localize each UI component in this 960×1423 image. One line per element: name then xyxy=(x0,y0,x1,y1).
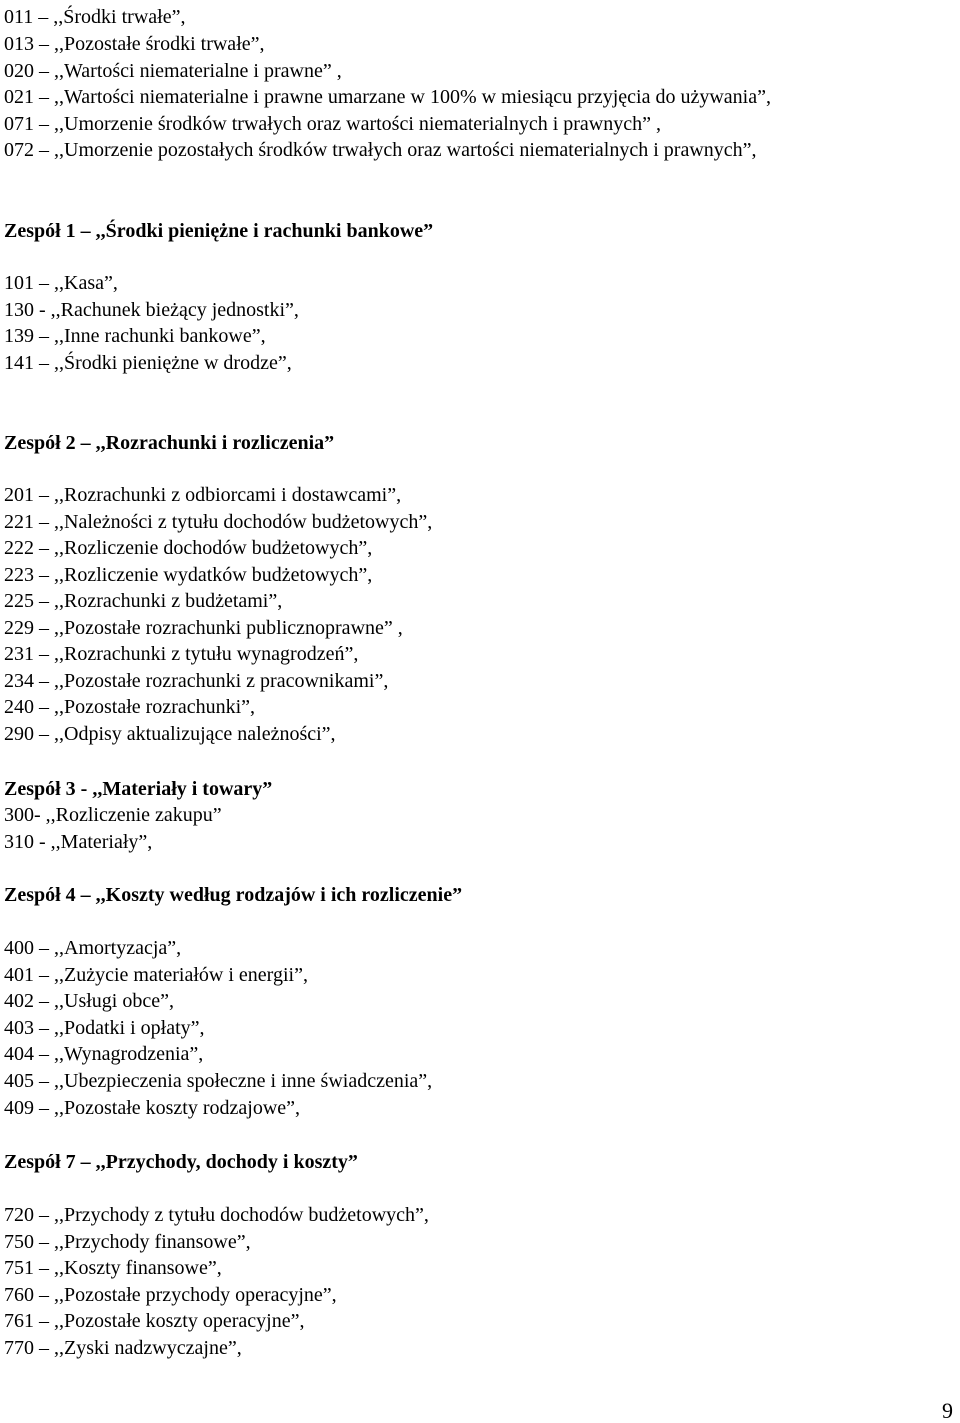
account-line: 770 – ,,Zyski nadzwyczajne”, xyxy=(4,1337,242,1359)
account-line: 403 – ,,Podatki i opłaty”, xyxy=(4,1017,205,1039)
account-line: 234 – ,,Pozostałe rozrachunki z pracownikami”, xyxy=(4,670,389,692)
section-heading: Zespół 1 – ,,Środki pieniężne i rachunki bankowe” xyxy=(4,220,434,242)
account-line: 130 - ,,Rachunek bieżący jednostki”, xyxy=(4,299,299,321)
account-line: 409 – ,,Pozostałe koszty rodzajowe”, xyxy=(4,1097,301,1119)
account-line: 020 – ,,Wartości niematerialne i prawne” , xyxy=(4,60,342,82)
section-heading: Zespół 3 - ,,Materiały i towary” xyxy=(4,778,273,800)
account-line: 072 – ,,Umorzenie pozostałych środków trwałych oraz wartości niematerialnych i prawnych”, xyxy=(4,139,757,161)
account-line: 225 – ,,Rozrachunki z budżetami”, xyxy=(4,590,283,612)
account-line: 300- ,,Rozliczenie zakupu” xyxy=(4,804,222,826)
account-line: 290 – ,,Odpisy aktualizujące należności”, xyxy=(4,723,336,745)
account-line: 229 – ,,Pozostałe rozrachunki publicznoprawne” , xyxy=(4,617,403,639)
account-line: 139 – ,,Inne rachunki bankowe”, xyxy=(4,325,266,347)
account-line: 761 – ,,Pozostałe koszty operacyjne”, xyxy=(4,1310,305,1332)
account-line: 240 – ,,Pozostałe rozrachunki”, xyxy=(4,696,256,718)
page-number: 9 xyxy=(942,1398,953,1423)
account-line: 141 – ,,Środki pieniężne w drodze”, xyxy=(4,352,292,374)
account-line: 751 – ,,Koszty finansowe”, xyxy=(4,1257,222,1279)
account-line: 720 – ,,Przychody z tytułu dochodów budżetowych”, xyxy=(4,1204,429,1226)
account-line: 013 – ,,Pozostałe środki trwałe”, xyxy=(4,33,265,55)
account-line: 222 – ,,Rozliczenie dochodów budżetowych”, xyxy=(4,537,373,559)
account-line: 402 – ,,Usługi obce”, xyxy=(4,990,174,1012)
account-line: 231 – ,,Rozrachunki z tytułu wynagrodzeń”, xyxy=(4,643,359,665)
account-line: 400 – ,,Amortyzacja”, xyxy=(4,937,182,959)
account-line: 405 – ,,Ubezpieczenia społeczne i inne świadczenia”, xyxy=(4,1070,433,1092)
account-line: 071 – ,,Umorzenie środków trwałych oraz wartości niematerialnych i prawnych” , xyxy=(4,113,661,135)
account-line: 223 – ,,Rozliczenie wydatków budżetowych”, xyxy=(4,564,373,586)
account-line: 310 - ,,Materiały”, xyxy=(4,831,153,853)
account-line: 011 – ,,Środki trwałe”, xyxy=(4,6,186,28)
account-line: 750 – ,,Przychody finansowe”, xyxy=(4,1231,251,1253)
account-line: 101 – ,,Kasa”, xyxy=(4,272,118,294)
account-line: 021 – ,,Wartości niematerialne i prawne umarzane w 100% w miesiącu przyjęcia do używania”, xyxy=(4,86,771,108)
section-heading: Zespół 2 – ,,Rozrachunki i rozliczenia” xyxy=(4,432,335,454)
account-line: 401 – ,,Zużycie materiałów i energii”, xyxy=(4,964,308,986)
account-line: 221 – ,,Należności z tytułu dochodów budżetowych”, xyxy=(4,511,433,533)
account-line: 760 – ,,Pozostałe przychody operacyjne”, xyxy=(4,1284,337,1306)
account-line: 201 – ,,Rozrachunki z odbiorcami i dostawcami”, xyxy=(4,484,402,506)
section-heading: Zespół 7 – ,,Przychody, dochody i koszty” xyxy=(4,1151,358,1173)
account-line: 404 – ,,Wynagrodzenia”, xyxy=(4,1043,204,1065)
section-heading: Zespół 4 – ,,Koszty według rodzajów i ich rozliczenie” xyxy=(4,884,463,906)
